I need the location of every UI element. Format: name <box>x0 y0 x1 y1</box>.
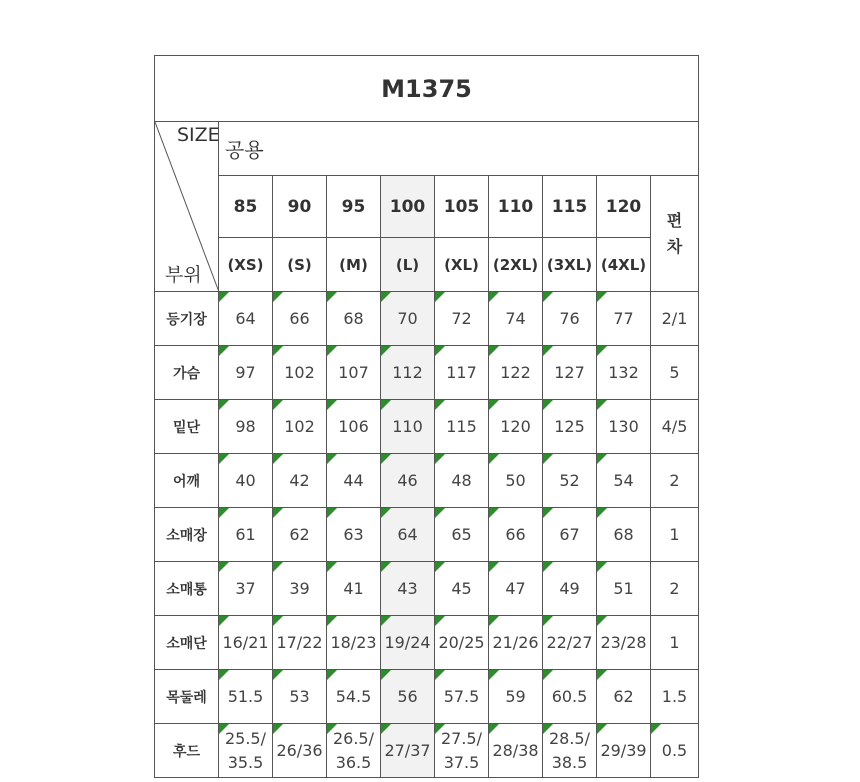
measurement-value-text: 49 <box>559 578 580 598</box>
cell-comment-marker <box>273 562 283 572</box>
cell-comment-marker <box>435 292 445 302</box>
measurement-value <box>489 292 543 346</box>
cell-comment-marker <box>597 454 607 464</box>
cell-comment-marker <box>543 670 553 680</box>
measurement-value <box>543 346 597 400</box>
measurement-value <box>219 562 273 616</box>
cell-comment-marker <box>489 454 499 464</box>
size-code-header: (S) <box>273 238 327 292</box>
measurement-value-text: 22/27 <box>546 632 593 652</box>
cell-comment-marker <box>489 292 499 302</box>
cell-comment-marker <box>651 724 661 734</box>
measurement-label: 어깨 <box>155 454 219 508</box>
part-axis-label: 부위 <box>165 264 202 286</box>
measurement-value-text: 53 <box>289 686 310 706</box>
cell-comment-marker <box>435 616 445 626</box>
cell-comment-marker <box>597 508 607 518</box>
measurement-value-text: 97 <box>235 362 256 382</box>
measurement-value-text: 117 <box>446 362 477 382</box>
measurement-value-text: 66 <box>505 524 526 544</box>
deviation-value-text: 0.5 <box>661 740 688 760</box>
cell-comment-marker <box>327 454 337 464</box>
measurement-value-text: 76 <box>559 308 580 328</box>
measurement-value-text: 107 <box>338 362 369 382</box>
measurement-value-text: 50 <box>505 470 526 490</box>
measurement-value <box>219 454 273 508</box>
deviation-value <box>651 562 699 616</box>
size-code-header: (3XL) <box>543 238 597 292</box>
measurement-value <box>543 670 597 724</box>
cell-comment-marker <box>543 346 553 356</box>
measurement-value <box>597 670 651 724</box>
deviation-value <box>651 616 699 670</box>
measurement-value <box>489 400 543 454</box>
measurement-value <box>597 454 651 508</box>
measurement-value-text: 60.5 <box>551 686 588 706</box>
measurement-value-text: 122 <box>500 362 531 382</box>
cell-comment-marker <box>543 454 553 464</box>
measurement-value <box>219 400 273 454</box>
cell-comment-marker <box>381 508 391 518</box>
cell-comment-marker <box>381 292 391 302</box>
measurement-value-text: 98 <box>235 416 256 436</box>
cell-comment-marker <box>327 400 337 410</box>
measurement-value <box>543 562 597 616</box>
measurement-value <box>327 724 381 778</box>
measurement-label: 소매통 <box>155 562 219 616</box>
cell-comment-marker <box>597 346 607 356</box>
measurement-value-text: 57.5 <box>443 686 480 706</box>
measurement-row <box>155 292 699 346</box>
cell-comment-marker <box>489 400 499 410</box>
size-code-header: (XL) <box>435 238 489 292</box>
measurement-value <box>543 616 597 670</box>
measurement-value-text: 54.5 <box>335 686 372 706</box>
measurement-value-text: 62 <box>613 686 634 706</box>
measurement-value-text: 56 <box>397 686 418 706</box>
measurement-value-text: 16/21 <box>222 632 269 652</box>
measurement-value <box>273 292 327 346</box>
cell-comment-marker <box>597 616 607 626</box>
cell-comment-marker <box>327 670 337 680</box>
cell-comment-marker <box>327 562 337 572</box>
size-code-header: (XS) <box>219 238 273 292</box>
measurement-value <box>219 670 273 724</box>
size-number-header: 105 <box>435 176 489 238</box>
measurement-value-text: 20/25 <box>438 632 485 652</box>
measurement-value <box>435 454 489 508</box>
measurement-value-text: 26/36 <box>276 740 323 760</box>
size-axis-label: SIZE <box>177 124 220 146</box>
cell-comment-marker <box>219 670 229 680</box>
measurement-row <box>155 616 699 670</box>
measurement-value <box>597 562 651 616</box>
measurement-value-text: 62 <box>289 524 310 544</box>
measurement-value <box>273 616 327 670</box>
measurement-value-text: 77 <box>613 308 634 328</box>
cell-comment-marker <box>597 562 607 572</box>
measurement-value <box>381 400 435 454</box>
measurement-value-text: 61 <box>235 524 256 544</box>
cell-comment-marker <box>381 346 391 356</box>
measurement-value-text: 40 <box>235 470 256 490</box>
deviation-value-text: 1.5 <box>661 686 688 706</box>
measurement-value-text: 23/28 <box>600 632 647 652</box>
measurement-value <box>489 508 543 562</box>
size-number-header: 120 <box>597 176 651 238</box>
measurement-value <box>435 562 489 616</box>
measurement-value <box>381 508 435 562</box>
measurement-value-text: 115 <box>446 416 477 436</box>
size-code-header: (2XL) <box>489 238 543 292</box>
measurement-value-text: 28.5/ 38.5 <box>548 728 590 772</box>
cell-comment-marker <box>489 724 499 734</box>
cell-comment-marker <box>219 724 229 734</box>
measurement-value <box>273 724 327 778</box>
cell-comment-marker <box>435 562 445 572</box>
measurement-value-text: 132 <box>608 362 639 382</box>
deviation-value <box>651 508 699 562</box>
measurement-value <box>543 292 597 346</box>
measurement-value <box>597 400 651 454</box>
corner-header-cell <box>155 122 219 292</box>
cell-comment-marker <box>273 454 283 464</box>
cell-comment-marker <box>543 400 553 410</box>
measurement-value-text: 29/39 <box>600 740 647 760</box>
measurement-label: 소매장 <box>155 508 219 562</box>
size-table <box>154 55 699 778</box>
measurement-value-text: 48 <box>451 470 472 490</box>
size-code-header: (M) <box>327 238 381 292</box>
measurement-value-text: 66 <box>289 308 310 328</box>
measurement-value-text: 74 <box>505 308 526 328</box>
cell-comment-marker <box>327 724 337 734</box>
deviation-header: 편 차 <box>651 176 699 292</box>
measurement-value-text: 51.5 <box>227 686 264 706</box>
measurement-value <box>435 400 489 454</box>
measurement-value-text: 47 <box>505 578 526 598</box>
measurement-value-text: 67 <box>559 524 580 544</box>
cell-comment-marker <box>273 292 283 302</box>
measurement-value-text: 110 <box>392 416 423 436</box>
measurement-value <box>381 346 435 400</box>
cell-comment-marker <box>327 616 337 626</box>
cell-comment-marker <box>327 346 337 356</box>
cell-comment-marker <box>327 292 337 302</box>
deviation-value <box>651 292 699 346</box>
measurement-value-text: 120 <box>500 416 531 436</box>
measurement-value-text: 37 <box>235 578 256 598</box>
cell-comment-marker <box>273 724 283 734</box>
measurement-value <box>327 292 381 346</box>
measurement-value-text: 72 <box>451 308 472 328</box>
measurement-value-text: 28/38 <box>492 740 539 760</box>
deviation-value-text: 2 <box>669 470 680 490</box>
measurement-label: 소매단 <box>155 616 219 670</box>
cell-comment-marker <box>597 724 607 734</box>
measurement-value <box>381 454 435 508</box>
cell-comment-marker <box>219 292 229 302</box>
measurement-value <box>597 724 651 778</box>
measurement-value-text: 59 <box>505 686 526 706</box>
cell-comment-marker <box>273 400 283 410</box>
cell-comment-marker <box>219 562 229 572</box>
measurement-value-text: 102 <box>284 416 315 436</box>
deviation-value-text: 1 <box>669 524 680 544</box>
measurement-value-text: 45 <box>451 578 472 598</box>
measurement-value-text: 21/26 <box>492 632 539 652</box>
cell-comment-marker <box>381 454 391 464</box>
measurement-row <box>155 724 699 778</box>
measurement-value <box>381 562 435 616</box>
deviation-value-text: 2/1 <box>661 308 688 328</box>
cell-comment-marker <box>435 454 445 464</box>
deviation-value-text: 2 <box>669 578 680 598</box>
cell-comment-marker <box>273 508 283 518</box>
measurement-value <box>435 724 489 778</box>
cell-comment-marker <box>543 724 553 734</box>
measurement-value <box>219 724 273 778</box>
measurement-value <box>327 454 381 508</box>
measurement-value-text: 41 <box>343 578 364 598</box>
measurement-value <box>381 670 435 724</box>
measurement-value-text: 65 <box>451 524 472 544</box>
cell-comment-marker <box>489 562 499 572</box>
measurement-value-text: 70 <box>397 308 418 328</box>
measurement-value-text: 64 <box>397 524 418 544</box>
measurement-value <box>327 400 381 454</box>
measurement-value-text: 68 <box>613 524 634 544</box>
measurement-value-text: 68 <box>343 308 364 328</box>
measurement-value <box>327 616 381 670</box>
cell-comment-marker <box>273 616 283 626</box>
measurement-value-text: 17/22 <box>276 632 323 652</box>
cell-comment-marker <box>435 400 445 410</box>
cell-comment-marker <box>381 670 391 680</box>
measurement-label: 등기장 <box>155 292 219 346</box>
measurement-value <box>597 292 651 346</box>
measurement-value-text: 39 <box>289 578 310 598</box>
measurement-value <box>435 616 489 670</box>
cell-comment-marker <box>219 508 229 518</box>
measurement-value <box>273 454 327 508</box>
measurement-value-text: 52 <box>559 470 580 490</box>
measurement-value <box>219 346 273 400</box>
cell-comment-marker <box>597 292 607 302</box>
cell-comment-marker <box>597 670 607 680</box>
measurement-value <box>327 346 381 400</box>
measurement-value <box>327 508 381 562</box>
measurement-row <box>155 508 699 562</box>
deviation-value-text: 5 <box>669 362 680 382</box>
measurement-value <box>597 508 651 562</box>
deviation-value <box>651 724 699 778</box>
measurement-value <box>381 616 435 670</box>
product-code-title: M1375 <box>155 56 699 122</box>
cell-comment-marker <box>381 724 391 734</box>
measurement-value <box>489 346 543 400</box>
cell-comment-marker <box>435 724 445 734</box>
size-number-header: 100 <box>381 176 435 238</box>
size-code-header: (4XL) <box>597 238 651 292</box>
measurement-value <box>435 346 489 400</box>
measurement-value-text: 125 <box>554 416 585 436</box>
cell-comment-marker <box>489 508 499 518</box>
measurement-value-text: 106 <box>338 416 369 436</box>
deviation-value <box>651 346 699 400</box>
measurement-value <box>273 508 327 562</box>
measurement-value <box>435 670 489 724</box>
measurement-value-text: 25.5/ 35.5 <box>224 728 266 772</box>
cell-comment-marker <box>435 346 445 356</box>
cell-comment-marker <box>543 616 553 626</box>
cell-comment-marker <box>381 400 391 410</box>
measurement-value <box>489 724 543 778</box>
measurement-value <box>489 562 543 616</box>
measurement-value-text: 64 <box>235 308 256 328</box>
measurement-value <box>327 562 381 616</box>
measurement-value <box>489 670 543 724</box>
measurement-row <box>155 670 699 724</box>
measurement-value <box>381 724 435 778</box>
measurement-row <box>155 562 699 616</box>
measurement-value <box>435 508 489 562</box>
measurement-value <box>327 670 381 724</box>
measurement-value <box>435 292 489 346</box>
measurement-label: 후드 <box>155 724 219 778</box>
measurement-value <box>597 616 651 670</box>
deviation-value-text: 1 <box>669 632 680 652</box>
measurement-value-text: 27.5/ 37.5 <box>440 728 482 772</box>
measurement-value-text: 51 <box>613 578 634 598</box>
size-number-header: 110 <box>489 176 543 238</box>
cell-comment-marker <box>543 508 553 518</box>
cell-comment-marker <box>435 508 445 518</box>
measurement-value <box>273 346 327 400</box>
cell-comment-marker <box>543 292 553 302</box>
measurement-row <box>155 400 699 454</box>
measurement-label: 밑단 <box>155 400 219 454</box>
deviation-value-text: 4/5 <box>661 416 688 436</box>
deviation-value <box>651 454 699 508</box>
measurement-value <box>273 670 327 724</box>
cell-comment-marker <box>219 346 229 356</box>
measurement-value <box>543 724 597 778</box>
measurement-value-text: 63 <box>343 524 364 544</box>
measurement-value-text: 112 <box>392 362 423 382</box>
measurement-value <box>273 400 327 454</box>
measurement-value-text: 44 <box>343 470 364 490</box>
measurement-value <box>273 562 327 616</box>
measurement-label: 가슴 <box>155 346 219 400</box>
cell-comment-marker <box>219 400 229 410</box>
measurement-value-text: 19/24 <box>384 632 431 652</box>
measurement-value-text: 130 <box>608 416 639 436</box>
cell-comment-marker <box>273 670 283 680</box>
deviation-value <box>651 400 699 454</box>
measurement-value <box>543 508 597 562</box>
cell-comment-marker <box>381 616 391 626</box>
measurement-value-text: 26.5/ 36.5 <box>332 728 374 772</box>
measurement-value <box>381 292 435 346</box>
measurement-value <box>219 616 273 670</box>
measurement-value <box>489 616 543 670</box>
size-number-header: 90 <box>273 176 327 238</box>
measurement-value-text: 102 <box>284 362 315 382</box>
cell-comment-marker <box>543 562 553 572</box>
gender-label: 공용 <box>219 122 699 176</box>
cell-comment-marker <box>489 616 499 626</box>
cell-comment-marker <box>273 346 283 356</box>
cell-comment-marker <box>489 346 499 356</box>
measurement-value <box>219 292 273 346</box>
cell-comment-marker <box>489 670 499 680</box>
size-number-header: 85 <box>219 176 273 238</box>
measurement-value-text: 27/37 <box>384 740 431 760</box>
measurement-value <box>543 454 597 508</box>
measurement-value-text: 54 <box>613 470 634 490</box>
size-number-header: 95 <box>327 176 381 238</box>
cell-comment-marker <box>381 562 391 572</box>
size-number-header: 115 <box>543 176 597 238</box>
measurement-value <box>597 346 651 400</box>
cell-comment-marker <box>219 616 229 626</box>
measurement-row <box>155 454 699 508</box>
measurement-label: 목둘레 <box>155 670 219 724</box>
size-code-header: (L) <box>381 238 435 292</box>
measurement-value <box>543 400 597 454</box>
cell-comment-marker <box>219 454 229 464</box>
measurement-value <box>489 454 543 508</box>
measurement-value <box>219 508 273 562</box>
size-chart <box>154 55 699 778</box>
measurement-value-text: 18/23 <box>330 632 377 652</box>
measurement-value-text: 46 <box>397 470 418 490</box>
measurement-value-text: 42 <box>289 470 310 490</box>
cell-comment-marker <box>435 670 445 680</box>
deviation-value <box>651 670 699 724</box>
measurement-value-text: 43 <box>397 578 418 598</box>
measurement-value-text: 127 <box>554 362 585 382</box>
cell-comment-marker <box>597 400 607 410</box>
cell-comment-marker <box>327 508 337 518</box>
measurement-row <box>155 346 699 400</box>
